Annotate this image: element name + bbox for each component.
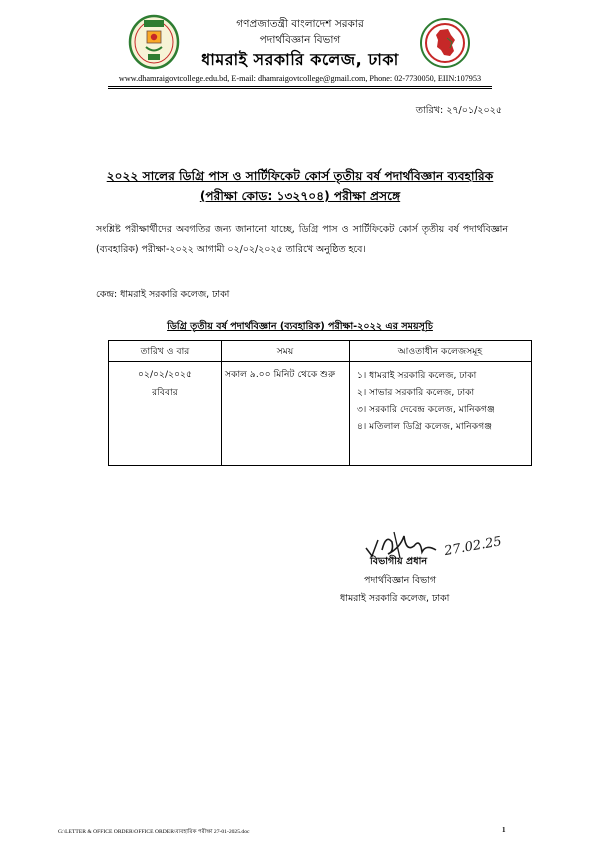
college-list: [357, 367, 495, 435]
column-header-date: তারিখ ও বার: [140, 346, 190, 357]
college-item: ৪। মতিলাল ডিগ্রি কলেজ, মানিকগঞ্জ: [357, 421, 493, 432]
signatory-college: ধামরাই সরকারি কলেজ, ঢাকা: [340, 593, 450, 604]
subject-line-2: (পরীক্ষা কোড: ১৩২৭০৪) পরীক্ষা প্রসঙ্গে: [199, 189, 401, 203]
header-divider: [108, 88, 492, 89]
exam-date: ০২/০২/২০২৫: [138, 369, 192, 380]
column-header-time: সময়: [276, 346, 294, 357]
table-header-divider: [109, 361, 531, 362]
header-department: পদার্থবিজ্ঞান বিভাগ: [259, 34, 341, 46]
signatory-department: পদার্থবিজ্ঞান বিভাগ: [364, 575, 436, 586]
exam-day: রবিবার: [152, 387, 178, 398]
table-column-divider: [221, 341, 222, 465]
letter-date: তারিখ: ২৭/০১/২০২৫: [415, 105, 502, 116]
signature-date: 27.02.25: [443, 534, 503, 560]
college-item: ২। সাভার সরকারি কলেজ, ঢাকা: [357, 387, 475, 398]
column-header-colleges: আওতাধীন কলেজসমূহ: [397, 346, 483, 357]
page-number: 1: [502, 826, 506, 834]
subject-line-1: ২০২২ সালের ডিগ্রি পাস ও সার্টিফিকেট কোর্স তৃতীয় বর্ষ পদার্থবিজ্ঞান ব্যবহারিক: [106, 169, 494, 183]
subject-heading: [100, 166, 500, 206]
header-college-name: ধামরাই সরকারি কলেজ, ঢাকা: [201, 50, 399, 69]
table-column-divider: [349, 341, 350, 465]
exam-venue: কেন্দ্র: ধামরাই সরকারি কলেজ, ঢাকা: [96, 289, 230, 300]
college-item: ১। ধামরাই সরকারি কলেজ, ঢাকা: [357, 370, 477, 381]
signatory-title: বিভাগীয় প্রধান: [370, 556, 428, 567]
footer-file-path: G:\LETTER & OFFICE ORDER\OFFICE ORDER\ব্যবহারিক পরীক্ষা 27-01-2025.doc: [58, 829, 250, 835]
schedule-title: ডিগ্রি তৃতীয় বর্ষ পদার্থবিজ্ঞান (ব্যবহারিক) পরীক্ষা-২০২২ এর সময়সূচি: [167, 321, 433, 332]
exam-time: সকাল ৯.০০ মিনিট থেকে শুরু: [225, 369, 336, 380]
notice-body: সংশ্লিষ্ট পরীক্ষার্থীদের অবগতির জন্য জানানো যাচ্ছে, ডিগ্রি পাস ও সার্টিফিকেট কোর্স তৃতীয় বর্ষ পদার্থবিজ্ঞান (ব্যবহারিক) পরীক্ষা-২০২২ আগামী ০২/০২/২০২৫ তারিখে অনুষ্ঠিত হবে।: [96, 224, 508, 255]
schedule-table: [108, 340, 532, 466]
header-divider: [108, 86, 492, 87]
header-contact-line: www.dhamraigovtcollege.edu.bd, E-mail: dhamraigovtcollege@gmail.com, Phone: 02-7730050, EIIN:107953: [118, 74, 482, 83]
header-government: গণপ্রজাতন্ত্রী বাংলাদেশ সরকার: [236, 18, 364, 30]
college-item: ৩। সরকারি দেবেন্দ্র কলেজ, মানিকগঞ্জ: [357, 404, 495, 415]
